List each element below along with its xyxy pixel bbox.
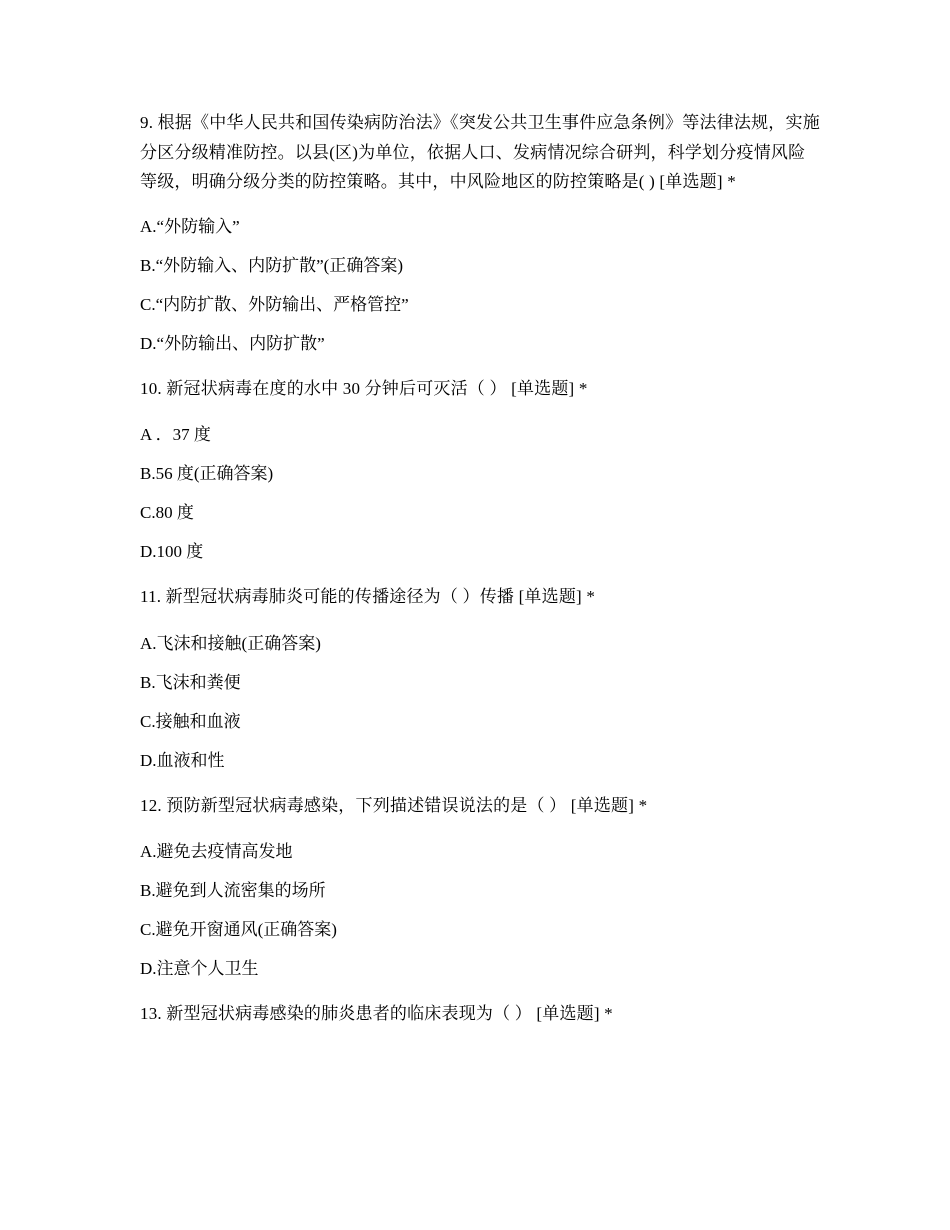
question-stem: 12. 预防新型冠状病毒感染，下列描述错误说法的是（ ） [单选题] * [140,795,648,815]
question-stem: 10. 新冠状病毒在度的水中 30 分钟后可灭活（ ） [单选题] * [140,378,588,398]
option-d: D.100 度 [140,542,204,561]
option-c: C.“内防扩散、外防输出、严格管控” [140,294,409,314]
option-a: A ．37 度 [140,425,211,444]
question-12 [140,791,820,989]
option-a: A.避免去疫情高发地 [140,842,293,861]
question-10 [140,374,820,572]
question-9 [140,108,820,363]
option-c: C.接触和血液 [140,711,241,731]
option-d: D.注意个人卫生 [140,959,259,978]
option-b: B.56 度(正确答案) [140,464,274,483]
option-d: D.血液和性 [140,750,225,770]
option-c: C.80 度 [140,503,194,522]
option-b: B.“外防输入、内防扩散”(正确答案) [140,255,404,275]
question-stem: 11. 新型冠状病毒肺炎可能的传播途径为（ ）传播 [单选题] * [140,587,596,606]
option-b: B.避免到人流密集的场所 [140,881,326,900]
option-a: A.“外防输入” [140,216,240,236]
option-d: D.“外防输出、内防扩散” [140,333,325,353]
question-11 [140,582,820,780]
question-stem: 13. 新型冠状病毒感染的肺炎患者的临床表现为（ ） [单选题] * [140,1004,613,1023]
document-page [140,108,820,1041]
option-a: A.飞沫和接触(正确答案) [140,633,321,653]
option-c: C.避免开窗通风(正确答案) [140,920,337,939]
question-13 [140,999,820,1029]
question-stem: 9. 根据《中华人民共和国传染病防治法》《突发公共卫生事件应急条例》等法律法规，实施分区分级精准防控。以县(区)为单位，依据人口、发病情况综合研判，科学划分疫情风险等级，明确分级分类的防控策略。其中，中风险地区的防控策略是( ) [单选题] * [140,113,820,191]
option-b: B.飞沫和粪便 [140,672,241,692]
